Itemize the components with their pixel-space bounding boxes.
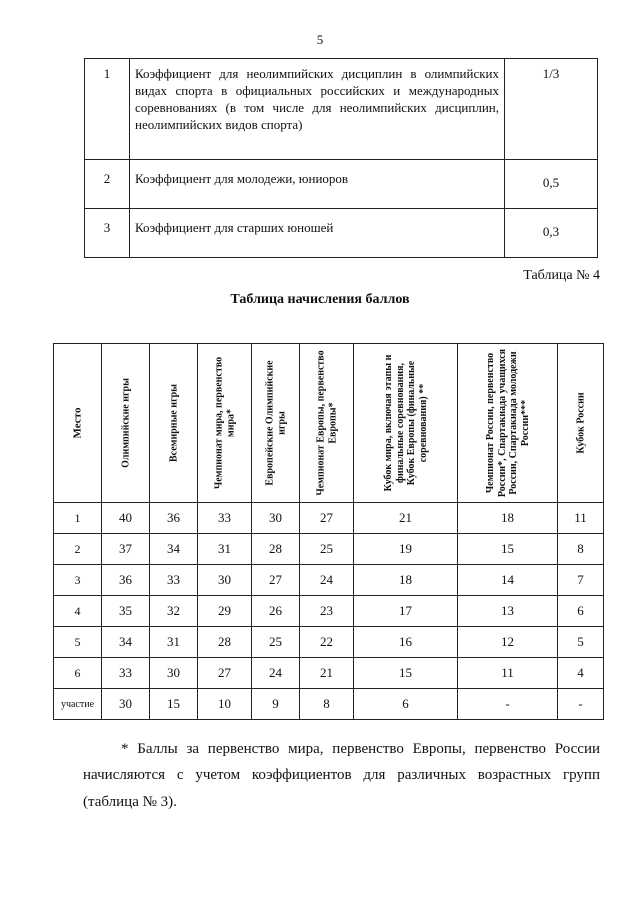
points-cell: - <box>558 689 604 720</box>
points-cell: 21 <box>354 503 458 534</box>
points-cell: 6 <box>354 689 458 720</box>
points-cell: 11 <box>558 503 604 534</box>
row-text: Коэффициент для старших юношей <box>130 209 505 258</box>
table-row <box>85 209 598 258</box>
row-number: 3 <box>85 209 130 258</box>
points-cell: 35 <box>102 596 150 627</box>
column-header: Кубок России <box>558 344 604 503</box>
points-cell: 15 <box>354 658 458 689</box>
points-cell: 5 <box>558 627 604 658</box>
column-header: Чемпионат России, первенство России*, Спартакиада учащихся России, Спартакиада молодежи России*** <box>458 344 558 503</box>
row-number: 2 <box>85 160 130 209</box>
points-cell: 26 <box>252 596 300 627</box>
footnote-text: * Баллы за первенство мира, первенство Европы, первенство России начисляются с учетом коэффициентов для различных возрастных групп (таблица № 3). <box>83 741 600 810</box>
column-header: Европейские Олимпийские игры <box>252 344 300 503</box>
row-text: Коэффициент для неолимпийских дисциплин в олимпийских видах спорта в официальных российских и международных соревнованиях (в том числе для неолимпийских дисциплин, неолимпийских видов спорта) <box>130 59 505 160</box>
points-cell: 16 <box>354 627 458 658</box>
place-cell: 2 <box>54 534 102 565</box>
points-cell: 31 <box>150 627 198 658</box>
points-cell: 15 <box>150 689 198 720</box>
column-header: Всемирные игры <box>150 344 198 503</box>
points-cell: 21 <box>300 658 354 689</box>
points-cell: 10 <box>198 689 252 720</box>
table-row <box>54 503 604 534</box>
points-cell: 36 <box>150 503 198 534</box>
points-cell: 25 <box>300 534 354 565</box>
table-row <box>54 627 604 658</box>
points-cell: 9 <box>252 689 300 720</box>
place-cell: 5 <box>54 627 102 658</box>
place-cell: 4 <box>54 596 102 627</box>
points-cell: 15 <box>458 534 558 565</box>
points-cell: 24 <box>252 658 300 689</box>
points-cell: 18 <box>458 503 558 534</box>
table-row <box>85 160 598 209</box>
points-cell: 36 <box>102 565 150 596</box>
points-cell: 7 <box>558 565 604 596</box>
column-header: Место <box>54 344 102 503</box>
points-cell: 13 <box>458 596 558 627</box>
points-cell: 4 <box>558 658 604 689</box>
row-value: 0,3 <box>505 209 598 258</box>
place-cell: участие <box>54 689 102 720</box>
column-header: Чемпионат мира, первенство мира* <box>198 344 252 503</box>
points-cell: 31 <box>198 534 252 565</box>
points-cell: 30 <box>102 689 150 720</box>
table-title: Таблица начисления баллов <box>230 292 410 307</box>
points-cell: 27 <box>300 503 354 534</box>
points-cell: 8 <box>300 689 354 720</box>
page-number: 5 <box>316 32 324 47</box>
table-row <box>54 596 604 627</box>
points-cell: 19 <box>354 534 458 565</box>
points-cell: 33 <box>102 658 150 689</box>
points-cell: 8 <box>558 534 604 565</box>
points-cell: 14 <box>458 565 558 596</box>
points-cell: 12 <box>458 627 558 658</box>
points-cell: 24 <box>300 565 354 596</box>
points-cell: 34 <box>102 627 150 658</box>
points-table <box>53 343 604 720</box>
row-value: 1/3 <box>505 59 598 160</box>
points-cell: 28 <box>252 534 300 565</box>
points-cell: 22 <box>300 627 354 658</box>
points-cell: 17 <box>354 596 458 627</box>
points-cell: 32 <box>150 596 198 627</box>
footnote <box>83 736 600 815</box>
points-cell: 25 <box>252 627 300 658</box>
header-row <box>54 344 604 503</box>
points-cell: 37 <box>102 534 150 565</box>
points-cell: 18 <box>354 565 458 596</box>
column-header: Кубок мира, включая этапы и финальные соревнования, Кубок Европы (финальные соревнования) ** <box>354 344 458 503</box>
table-row <box>54 565 604 596</box>
table-label: Таблица № 4 <box>523 268 600 283</box>
place-cell: 1 <box>54 503 102 534</box>
points-cell: 30 <box>252 503 300 534</box>
row-text: Коэффициент для молодежи, юниоров <box>130 160 505 209</box>
table-row <box>54 689 604 720</box>
points-cell: 28 <box>198 627 252 658</box>
place-cell: 3 <box>54 565 102 596</box>
points-cell: - <box>458 689 558 720</box>
points-cell: 30 <box>198 565 252 596</box>
table-row <box>54 534 604 565</box>
column-header: Олимпийские игры <box>102 344 150 503</box>
points-cell: 40 <box>102 503 150 534</box>
coefficients-table <box>84 58 598 258</box>
points-cell: 27 <box>198 658 252 689</box>
row-number: 1 <box>85 59 130 160</box>
table-row <box>54 658 604 689</box>
points-cell: 23 <box>300 596 354 627</box>
points-cell: 34 <box>150 534 198 565</box>
place-cell: 6 <box>54 658 102 689</box>
points-cell: 33 <box>150 565 198 596</box>
row-value: 0,5 <box>505 160 598 209</box>
points-cell: 30 <box>150 658 198 689</box>
table-row <box>85 59 598 160</box>
points-cell: 11 <box>458 658 558 689</box>
points-cell: 27 <box>252 565 300 596</box>
points-cell: 29 <box>198 596 252 627</box>
column-header: Чемпионат Европы, первенство Европы* <box>300 344 354 503</box>
points-cell: 6 <box>558 596 604 627</box>
points-cell: 33 <box>198 503 252 534</box>
